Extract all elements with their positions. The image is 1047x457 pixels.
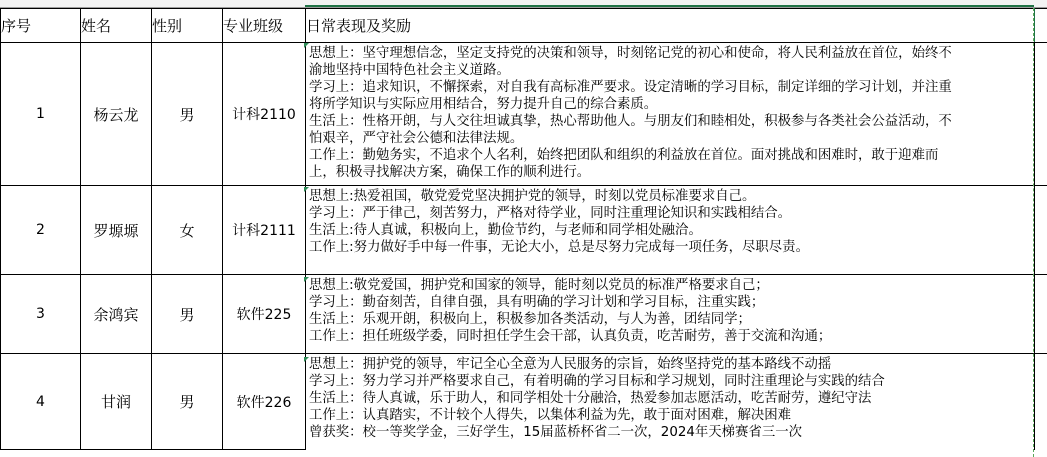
- cell-seq[interactable]: 2: [1, 186, 81, 275]
- cell-class[interactable]: 软件226: [223, 354, 306, 450]
- cell-name[interactable]: 甘润: [81, 354, 152, 450]
- table-row: [1, 43, 1047, 186]
- spreadsheet-table: [0, 8, 1047, 450]
- performance-line: 思想上:敬党爱国，拥护党和国家的领导，能时刻以党员的标准严格要求自己；: [309, 278, 769, 293]
- cell-class[interactable]: 软件225: [223, 275, 306, 354]
- cell-comment-marker: [304, 277, 309, 282]
- performance-line: 上，积极寻找解决方案，确保工作的顺利进行。: [309, 165, 591, 180]
- cell-name[interactable]: 余鸿宾: [81, 275, 152, 354]
- selected-column-indicator: [305, 0, 1034, 7]
- cell-gender[interactable]: 男: [152, 354, 223, 450]
- performance-line: 学习上：努力学习并严格要求自己，有着明确的学习目标和学习规划，同时注重理论与实践的结合: [309, 374, 885, 389]
- performance-line: 学习上：追求知识，不懈探索，对自我有高标准严要求。设定清晰的学习目标，制定详细的学习计划，并注重: [309, 80, 952, 95]
- performance-line: 思想上：坚守理想信念，坚定支持党的决策和领导，时刻铭记党的初心和使命，将人民利益放在首位，始终不: [309, 46, 952, 61]
- cell-gender[interactable]: 男: [152, 275, 223, 354]
- cell-class[interactable]: 计科2110: [223, 43, 306, 186]
- performance-line: 学习上：严于律己，刻苦努力，严格对待学业，同时注重理论知识和实践相结合。: [309, 206, 792, 221]
- performance-line: 生活上：性格开朗，与人交往坦诚真挚，热心帮助他人。与朋友们和睦相处，积极参与各类社会公益活动，不: [309, 114, 952, 129]
- performance-line: 将所学知识与实际应用相结合，努力提升自己的综合素质。: [309, 97, 658, 112]
- top-header-strip: [0, 0, 1047, 8]
- performance-line: 生活上：待人真诚，乐于助人，和同学相处十分融洽，热爱参加志愿活动，吃苦耐劳，遵纪守法: [309, 391, 872, 406]
- cell-class[interactable]: 计科2111: [223, 186, 306, 275]
- cell-comment-marker: [304, 357, 309, 362]
- cell-comment-marker: [304, 43, 309, 48]
- cell-performance[interactable]: [306, 275, 1035, 354]
- performance-line: 怕艰辛，严守社会公德和法律法规。: [309, 131, 524, 146]
- cell-performance[interactable]: [306, 186, 1035, 275]
- selection-border-right: [1033, 8, 1035, 457]
- performance-line: 生活上:待人真诚，积极向上，勤俭节约，与老师和同学相处融洽。: [309, 223, 702, 238]
- cell-seq[interactable]: 1: [1, 43, 81, 186]
- performance-line: 学习上：勤奋刻苦，自律自强，具有明确的学习计划和学习目标，注重实践；: [309, 295, 765, 310]
- header-gender[interactable]: 性别: [152, 9, 223, 43]
- performance-line: 工作上：认真踏实，不计较个人得失，以集体利益为先，敢于面对困难，解决困难: [309, 408, 792, 423]
- empty-cell[interactable]: [1035, 9, 1047, 43]
- performance-line: 渝地坚持中国特色社会主义道路。: [309, 63, 510, 78]
- empty-cell[interactable]: [1035, 43, 1047, 186]
- cell-performance[interactable]: [306, 354, 1035, 450]
- empty-cell[interactable]: [1035, 186, 1047, 275]
- cell-gender[interactable]: 男: [152, 43, 223, 186]
- performance-line: 工作上：勤勉务实，不追求个人名利，始终把团队和组织的利益放在首位。面对挑战和困难时，敢于迎难而: [309, 148, 939, 163]
- cell-name[interactable]: 罗塬塬: [81, 186, 152, 275]
- table-row: [1, 275, 1047, 354]
- empty-cell[interactable]: [1035, 354, 1047, 450]
- table-row: [1, 186, 1047, 275]
- performance-line: 工作上：担任班级学委，同时担任学生会干部，认真负责，吃苦耐劳，善于交流和沟通；: [309, 329, 832, 344]
- cell-seq[interactable]: 3: [1, 275, 81, 354]
- header-name[interactable]: 姓名: [81, 9, 152, 43]
- performance-line: 曾获奖：校一等奖学金，三好学生，15届蓝桥杯省二一次，2024年天梯赛省三一次: [309, 425, 803, 440]
- performance-line: 生活上：乐观开朗，积极向上，积极参加各类活动，与人为善，团结同学；: [309, 312, 751, 327]
- header-class[interactable]: 专业班级: [223, 9, 306, 43]
- cell-comment-marker: [304, 187, 309, 192]
- header-performance[interactable]: 日常表现及奖励: [306, 9, 1035, 43]
- cell-seq[interactable]: 4: [1, 354, 81, 450]
- performance-line: 思想上：拥护党的领导，牢记全心全意为人民服务的宗旨，始终坚持党的基本路线不动摇: [309, 357, 832, 372]
- performance-line: 思想上:热爱祖国，敬党爱党坚决拥护党的领导，时刻以党员标准要求自己。: [309, 189, 756, 204]
- cell-performance[interactable]: [306, 43, 1035, 186]
- cell-gender[interactable]: 女: [152, 186, 223, 275]
- header-seq[interactable]: 序号: [1, 9, 81, 43]
- header-row: [1, 9, 1047, 43]
- performance-line: 工作上:努力做好手中每一件事，无论大小，总是尽努力完成每一项任务，尽职尽责。: [309, 240, 809, 255]
- table-row: [1, 354, 1047, 450]
- cell-name[interactable]: 杨云龙: [81, 43, 152, 186]
- empty-cell[interactable]: [1035, 275, 1047, 354]
